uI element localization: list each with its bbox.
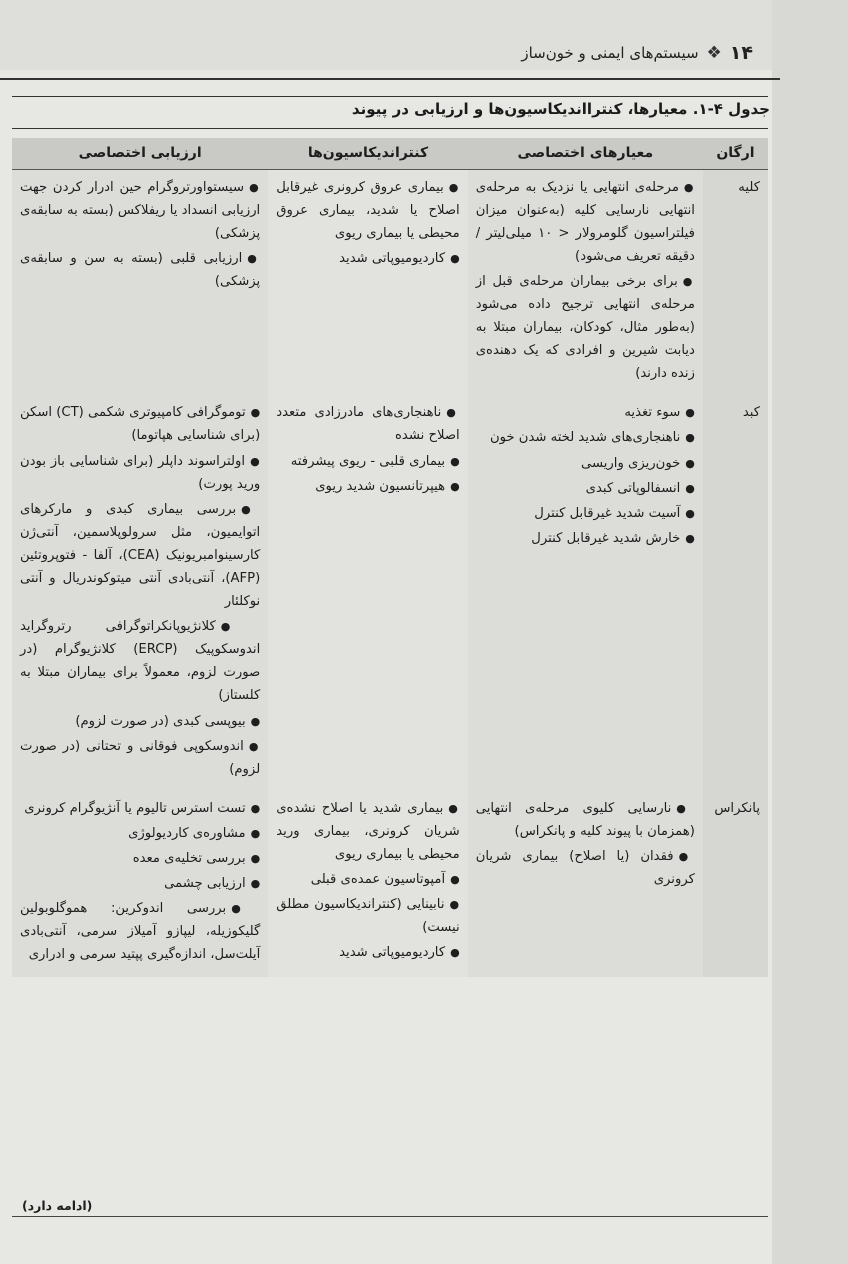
list-item: ● انسفالوپاتی کبدی: [476, 477, 695, 500]
table-bottom-rule: [12, 1216, 768, 1217]
list-item: ● بیماری قلبی - ریوی پیشرفته: [276, 450, 459, 473]
bullet-list: [276, 176, 459, 270]
list-item: ● آسیت شدید غیرقابل کنترل: [476, 502, 695, 525]
list-item: ● ارزیابی چشمی: [20, 872, 260, 895]
header-evaluation: ارزیابی اختصاصی: [12, 138, 268, 169]
list-item: ● مرحله‌ی انتهایی یا نزدیک به مرحله‌ی انتهایی نارسایی کلیه (به‌عنوان میزان فیلتراسیون گلومرولار < ۱۰ میلی‌لیتر / دقیقه تعریف می‌شود): [476, 176, 695, 268]
list-item: ● سیستواورتروگرام حین ادرار کردن جهت ارزیابی انسداد یا ریفلاکس (بسته به سابقه‌ی پزشکی): [20, 176, 260, 245]
bullet-list: [276, 797, 459, 965]
header-contraindications: کنتراندیکاسیون‌ها: [268, 138, 467, 169]
list-item: ● بیماری عروق کرونری غیرقابل اصلاح یا شدید، بیماری عروق محیطی یا بیماری ریوی: [276, 176, 459, 245]
list-item: ● تست استرس تالیوم یا آنژیوگرام کرونری: [20, 797, 260, 820]
criteria-cell: [468, 395, 703, 791]
criteria-cell: [468, 169, 703, 395]
list-item: ● ناهنجاری‌های مادرزادی متعدد اصلاح نشده: [276, 401, 459, 447]
table-row: [12, 395, 768, 791]
organ-cell: کلیه: [703, 169, 768, 395]
continued-label: (ادامه دارد): [22, 1198, 93, 1213]
list-item: ● آمپوتاسیون عمده‌ی قبلی: [276, 868, 459, 891]
list-item: ● اندوسکوپی فوقانی و تحتانی (در صورت لزوم): [20, 735, 260, 781]
organ-cell: پانکراس: [703, 791, 768, 977]
table-header-row: [12, 138, 768, 169]
bullet-list: [276, 401, 459, 497]
list-item: ● بررسی بیماری کبدی و مارکرهای اتوایمیون، مثل سرولوپلاسمین، آنتی‌ژن کارسینوامبریونیک (CEA)، آلفا - فتوپروتئین (AFP)، آنتی‌بادی آنتی میتوکوندریال و آنتی نوکلئار: [20, 498, 260, 613]
bullet-list: [20, 797, 260, 967]
title-rule-top: [12, 96, 768, 97]
table-title: جدول ۴-۱. معیارها، کنترااندیکاسیون‌ها و ارزیابی در پیوند: [351, 100, 770, 118]
list-item: ● بیوپسی کبدی (در صورت لزوم): [20, 710, 260, 733]
criteria-cell: [468, 791, 703, 977]
list-item: ● نابینایی (کنتراندیکاسیون مطلق نیست): [276, 893, 459, 939]
table-row: [12, 791, 768, 977]
ornament-icon: ❖: [706, 43, 722, 63]
list-item: ● اولتراسوند داپلر (برای شناسایی باز بودن ورید پورت): [20, 450, 260, 496]
list-item: ● بررسی تخلیه‌ی معده: [20, 847, 260, 870]
list-item: ● برای برخی بیماران مرحله‌ی قبل از مرحله‌ی انتهایی ترجیح داده می‌شود (به‌طور مثال، کودکان، بیماران مبتلا به دیابت شیرین و افرادی که یک دهنده‌ی زنده دارند): [476, 270, 695, 385]
list-item: ● خارش شدید غیرقابل کنترل: [476, 527, 695, 550]
bullet-list: [20, 401, 260, 781]
list-item: ● کلانژیوپانکراتوگرافی رتروگراید اندوسکوپیک (ERCP) کلانژیوگرام (در صورت لزوم، معمولاً برای بیماران مبتلا به کلستاز): [20, 615, 260, 707]
list-item: ● توموگرافی کامپیوتری شکمی (CT) اسکن (برای شناسایی هپاتوما): [20, 401, 260, 447]
title-rule-bottom: [12, 128, 768, 129]
bullet-list: [20, 176, 260, 293]
list-item: ● مشاوره‌ی کاردیولوژی: [20, 822, 260, 845]
header-organ: ارگان: [703, 138, 768, 169]
list-item: ● فقدان (یا اصلاح) بیماری شریان کرونری: [476, 845, 695, 891]
list-item: ● کاردیومیوپاتی شدید: [276, 941, 459, 964]
contraindications-cell: [268, 169, 467, 395]
transplant-criteria-table: [12, 138, 768, 977]
list-item: ● بیماری شدید یا اصلاح نشده‌ی شریان کرونری، بیماری ورید محیطی یا بیماری ریوی: [276, 797, 459, 866]
running-title: سیستم‌های ایمنی و خون‌ساز: [521, 44, 699, 62]
organ-cell: کبد: [703, 395, 768, 791]
header-rule: [0, 78, 780, 80]
list-item: ● بررسی اندوکرین: هموگلوبولین گلیکوزیله، لیپازو آمیلاز سرمی، آنتی‌بادی آیلت‌سل، اندازه‌گیری پپتید سرمی و ادراری: [20, 897, 260, 966]
evaluation-cell: [12, 791, 268, 977]
evaluation-cell: [12, 395, 268, 791]
list-item: ● سوء تغذیه: [476, 401, 695, 424]
list-item: ● کاردیومیوپاتی شدید: [276, 247, 459, 270]
bullet-list: [476, 797, 695, 891]
table-body: [12, 169, 768, 977]
page-number: ۱۴: [729, 42, 753, 64]
contraindications-cell: [268, 791, 467, 977]
running-header: [521, 42, 753, 64]
list-item: ● هیپرتانسیون شدید ریوی: [276, 475, 459, 498]
bullet-list: [476, 176, 695, 386]
evaluation-cell: [12, 169, 268, 395]
table-row: [12, 169, 768, 395]
list-item: ● ناهنجاری‌های شدید لخته شدن خون: [476, 426, 695, 449]
list-item: ● نارسایی کلیوی مرحله‌ی انتهایی (همزمان با پیوند کلیه و پانکراس): [476, 797, 695, 843]
contraindications-cell: [268, 395, 467, 791]
bullet-list: [476, 401, 695, 550]
page-right-margin: [772, 0, 848, 1264]
header-criteria: معیارهای اختصاصی: [468, 138, 703, 169]
list-item: ● خون‌ریزی واریسی: [476, 452, 695, 475]
list-item: ● ارزیابی قلبی (بسته به سن و سابقه‌ی پزشکی): [20, 247, 260, 293]
